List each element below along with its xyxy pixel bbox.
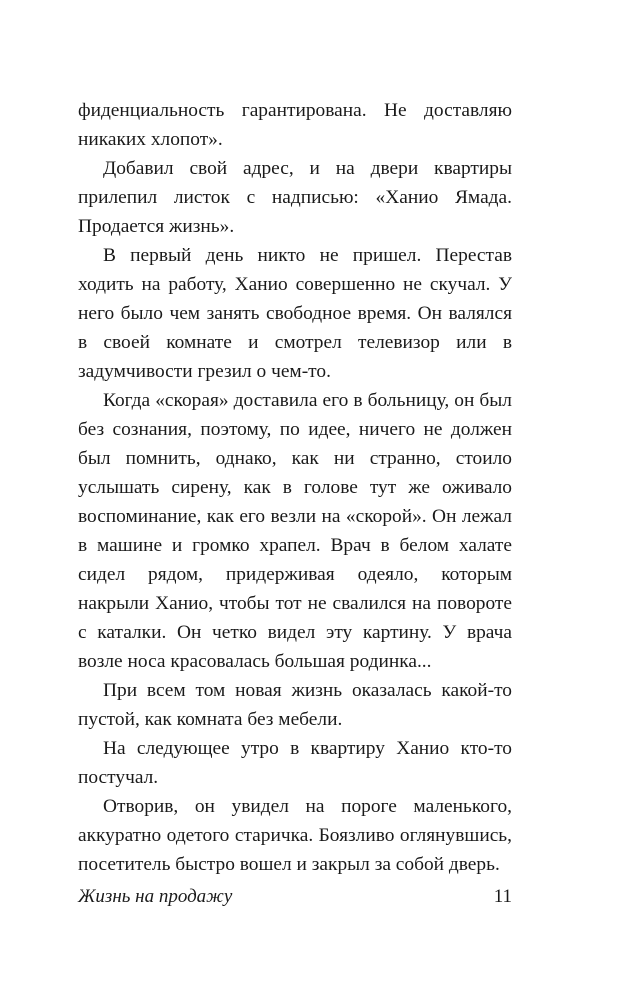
paragraph: В первый день никто не пришел. Перестав ходить на работу, Ханио совершенно не скучал. У него было чем занять свободное время. Он валялся в своей комнате и смотрел телевизор или в задумчивости грезил о чем-то. <box>78 245 512 382</box>
running-title: Жизнь на продажу <box>78 886 233 907</box>
paragraph: фиденциальность гарантирована. Не доставляю никаких хлопот». <box>78 100 512 150</box>
paragraph: На следующее утро в квартиру Ханио кто-то постучал. <box>78 738 512 788</box>
page-body <box>78 96 512 879</box>
page-footer <box>78 886 512 908</box>
paragraph: При всем том новая жизнь оказалась какой-то пустой, как комната без мебели. <box>78 680 512 730</box>
paragraph: Добавил свой адрес, и на двери квартиры прилепил листок с надписью: «Ханио Ямада. Продается жизнь». <box>78 158 512 237</box>
paragraph: Отворив, он увидел на пороге маленького, аккуратно одетого старичка. Боязливо оглянувшись, посетитель быстро вошел и закрыл за собой дверь. <box>78 796 512 875</box>
page-number: 11 <box>493 886 512 907</box>
paragraph: Когда «скорая» доставила его в больницу, он был без сознания, поэтому, по идее, ничего не должен был помнить, однако, как ни странно, стоило услышать сирену, как в голове тут же оживало воспоминание, как его везли на «скорой». Он лежал в машине и громко храпел. Врач в белом халате сидел рядом, придерживая одеяло, которым накрыли Ханио, чтобы тот не свалился на повороте с каталки. Он четко видел эту картину. У врача возле носа красовалась большая родинка... <box>78 390 512 672</box>
